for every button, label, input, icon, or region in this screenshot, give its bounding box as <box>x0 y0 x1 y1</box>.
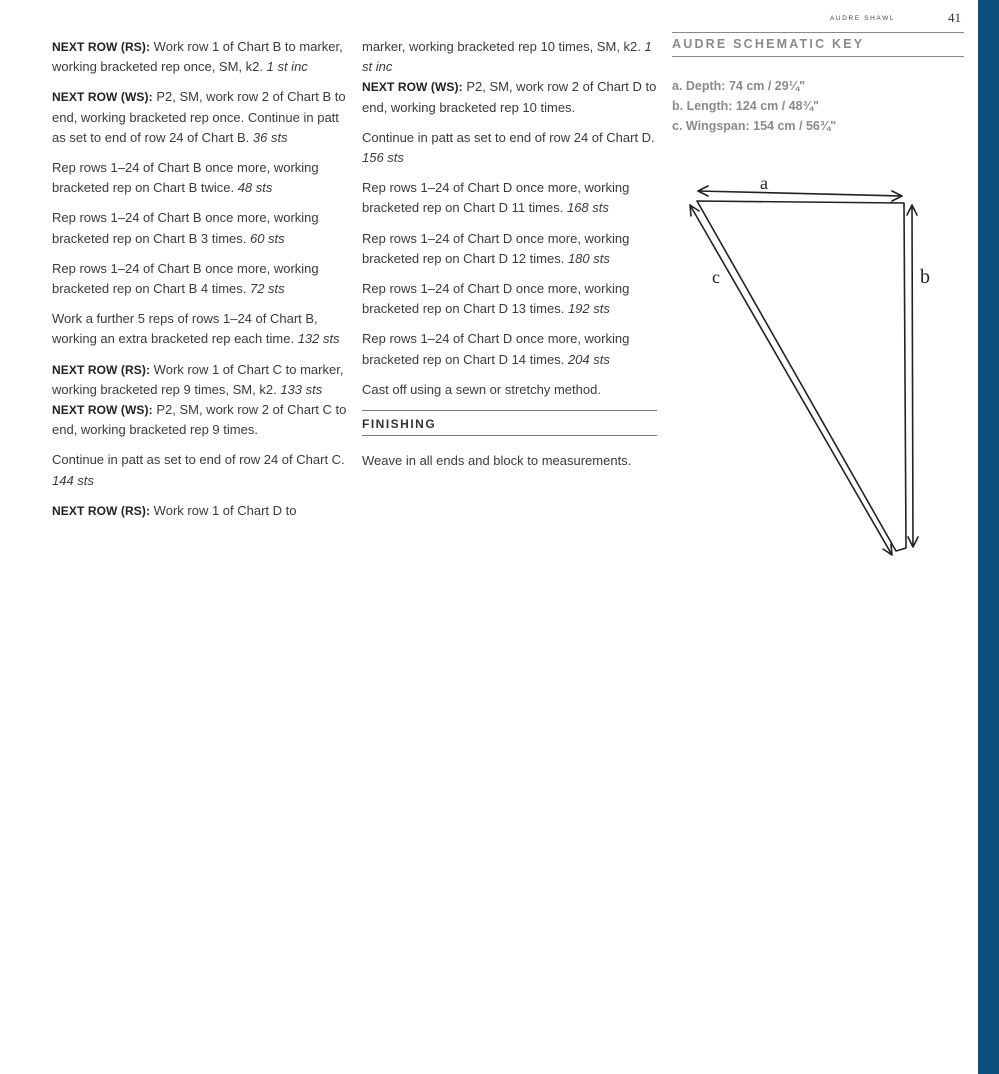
column_two-paragraph <box>362 279 657 319</box>
instruction-text: Rep rows 1–24 of Chart D once more, working bracketed rep on Chart D 14 times. <box>362 331 630 367</box>
stitch-count-note: 204 sts <box>567 351 610 367</box>
stitch-count-note: 132 sts <box>297 331 340 347</box>
shawl-schematic-diagram <box>680 165 940 565</box>
row-lead: NEXT ROW (WS): <box>52 90 153 105</box>
stitch-count-note: 1 st inc <box>362 39 652 75</box>
column_two-paragraph <box>362 37 657 77</box>
stitch-count-note: 168 sts <box>566 200 609 216</box>
instruction-text: Work row 1 of Chart D to <box>150 502 297 518</box>
instruction-text: P2, SM, work row 2 of Chart B to end, working bracketed rep once. Continue in patt as set to end of row 24 of Chart B. <box>52 89 346 145</box>
instruction-text: Continue in patt as set to end of row 24 of Chart D. <box>362 129 655 145</box>
instruction-text: Work a further 5 reps of rows 1–24 of Chart B, working an extra bracketed rep each time. <box>52 311 318 347</box>
stitch-count-note: 144 sts <box>52 472 94 488</box>
instruction-text: Rep rows 1–24 of Chart B once more, working bracketed rep on Chart B twice. <box>52 160 319 196</box>
schematic-key-panel <box>672 32 964 136</box>
instruction-text: P2, SM, work row 2 of Chart C to end, working bracketed rep 9 times. <box>52 402 347 438</box>
arrow-a <box>698 186 902 201</box>
label-a: a <box>760 173 768 193</box>
column_one-paragraph <box>52 87 347 148</box>
column_two-paragraph <box>362 178 657 218</box>
instructions-column-two <box>362 37 657 481</box>
column_one-paragraph <box>52 400 347 440</box>
instruction-text: Cast off using a sewn or stretchy method. <box>362 381 601 397</box>
stitch-count-note: 180 sts <box>567 250 610 266</box>
column_two-paragraph <box>362 380 657 400</box>
column_two-paragraph <box>362 329 657 369</box>
arrow-b <box>907 205 918 547</box>
row-lead: NEXT ROW (RS): <box>52 362 151 377</box>
instruction-text: Continue in patt as set to end of row 24 of Chart C. <box>52 452 345 468</box>
column_two-paragraph <box>362 229 657 269</box>
column_one-paragraph <box>52 501 347 521</box>
instruction-text: Rep rows 1–24 of Chart B once more, working bracketed rep on Chart B 4 times. <box>52 260 319 297</box>
stitch-count-note: 72 sts <box>249 281 285 297</box>
column_two-paragraph <box>362 77 657 117</box>
instruction-text: P2, SM, work row 2 of Chart D to end, working bracketed rep 10 times. <box>362 79 657 115</box>
row-lead: NEXT ROW (RS): <box>52 40 151 54</box>
instruction-text: Work row 1 of Chart C to marker, working bracketed rep 9 times, SM, k2. <box>52 361 344 397</box>
label-c: c <box>712 267 720 287</box>
stitch-count-note: 192 sts <box>567 301 610 317</box>
column_one-paragraph <box>52 259 347 299</box>
row-lead: NEXT ROW (RS): <box>52 503 151 518</box>
finishing-rule-bottom <box>362 435 657 436</box>
instruction-text: Rep rows 1–24 of Chart B once more, working bracketed rep on Chart B 3 times. <box>52 210 319 246</box>
column_one-paragraph <box>52 450 347 490</box>
schematic-key-title: AUDRE SCHEMATIC KEY <box>672 32 964 57</box>
arrow-c <box>690 205 892 555</box>
instructions-column-one <box>52 37 347 531</box>
column_one-paragraph <box>52 158 347 198</box>
key-item-depth: a. Depth: 74 cm / 29¼" <box>672 79 806 93</box>
schematic-key-list <box>672 76 964 136</box>
instruction-text: marker, working bracketed rep 10 times, SM, k2. <box>362 39 645 54</box>
column_two-paragraph <box>362 128 657 168</box>
key-item-wingspan: c. Wingspan: 154 cm / 56¾" <box>672 119 837 133</box>
page-edge-color-bar <box>978 0 999 1074</box>
finishing-heading: FINISHING <box>362 417 437 432</box>
column_one-paragraph <box>52 208 347 248</box>
finishing-text: Weave in all ends and block to measurements. <box>362 453 632 469</box>
stitch-count-note: 156 sts <box>362 150 404 166</box>
instruction-text: Rep rows 1–24 of Chart D once more, working bracketed rep on Chart D 13 times. <box>362 281 630 317</box>
column_one-paragraph <box>52 309 347 349</box>
instruction-text: Work row 1 of Chart B to marker, working bracketed rep once, SM, k2. <box>52 39 343 75</box>
stitch-count-note: 36 sts <box>252 129 288 145</box>
stitch-count-note: 133 sts <box>280 381 323 397</box>
instruction-text: Rep rows 1–24 of Chart D once more, working bracketed rep on Chart D 11 times. <box>362 180 630 216</box>
stitch-count-note: 60 sts <box>249 230 285 246</box>
stitch-count-note: 1 st inc <box>266 59 308 75</box>
schematic-outline <box>697 201 906 551</box>
column-two-paragraphs <box>362 37 657 400</box>
stitch-count-note: 48 sts <box>237 180 273 196</box>
row-lead: NEXT ROW (WS): <box>52 403 153 418</box>
column_one-paragraph <box>52 360 347 400</box>
column_one-paragraph <box>52 37 347 77</box>
page-number: 41 <box>948 10 961 25</box>
row-lead: NEXT ROW (WS): <box>362 80 463 95</box>
running-header: AUDRE SHAWL <box>830 15 896 22</box>
instruction-text: Rep rows 1–24 of Chart D once more, working bracketed rep on Chart D 12 times. <box>362 230 630 266</box>
key-item-length: b. Length: 124 cm / 48¾" <box>672 99 819 113</box>
label-b: b <box>920 266 930 288</box>
